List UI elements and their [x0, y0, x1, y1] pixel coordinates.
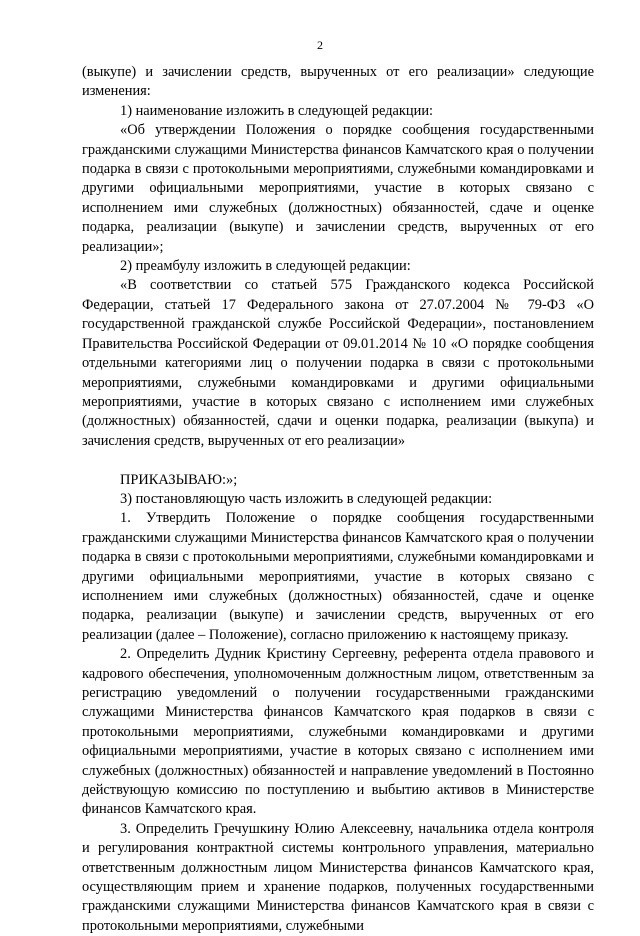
paragraph-clause-1: 1. Утвердить Положение о порядке сообщения государственными гражданскими служащими Министерства финансов Камчатского края о получении подарка в связи с протокольными мероприятиями, служебными командировками и другими официальными мероприятиями, участие в которых связано с исполнением ими служебных (должностных) обязанностей, сдаче и оценке подарка, реализации (выкупе) и зачислении средств, вырученных от его реализации (далее – Положение), согласно приложению к настоящему приказу. — [82, 510, 594, 643]
paragraph-new-title: «Об утверждении Положения о порядке сообщения государственными гражданскими служащими Министерства финансов Камчатского края о получении подарка в связи с протокольными мероприятиями, служебными командировками и другими официальными мероприятиями, участие в которых связано с исполнением ими служебных (должностных) обязанностей, сдаче и оценке подарка, реализации (выкупе) и зачислении средств, вырученных от его реализации»; — [82, 122, 594, 255]
paragraph-clause-3: 3. Определить Гречушкину Юлию Алексеевну, начальника отдела контроля и регулирования контрактной системы контрольного управления, материально ответственным должностным лицом Министерства финансов Камчатского края, осуществляющим прием и хранение подарков, полученных государственными гражданскими служащими Министерства финансов Камчатского края в связи с протокольными мероприятиями, служебными — [82, 820, 594, 934]
paragraph-item-2: 2) преамбулу изложить в следующей редакции: — [120, 258, 411, 275]
page-number: 2 — [317, 38, 323, 52]
paragraph-item-1: 1) наименование изложить в следующей редакции: — [120, 102, 434, 119]
paragraph-clause-2: 2. Определить Дудник Кристину Сергеевну, референта отдела правового и кадрового обеспечения, уполномоченным должностным лицом, ответственным за регистрацию уведомлений о получении государственными гражданскими служащими Министерства финансов Камчатского края подарков в связи с протокольными мероприятиями, служебными командировками и другими официальными мероприятиями, участие в которых связано с исполнением ими служебных (должностных) обязанностей и направление уведомлений в Постоянно действующую комиссию по поступлению и выбытию активов в Министерстве финансов Камчатского края. — [82, 646, 594, 818]
paragraph-order-word: ПРИКАЗЫВАЮ:»; — [120, 471, 238, 488]
paragraph-new-preamble: «В соответствии со статьей 575 Гражданского кодекса Российской Федерации, статьей 17 Федерального закона от 27.07.2004 № 79-ФЗ «О государственной гражданской службе Российской Федерации», постановлением Правительства Российской Федерации от 09.01.2014 № 10 «О порядке сообщения отдельными категориями лиц о получении подарка в связи с протокольными мероприятиями, служебными командировками и другими официальными мероприятиями, участие в которых связано с исполнением ими служебных (должностных) обязанностей, сдачи и оценки подарка, реализации (выкупа) и зачисления средств, вырученных от его реализации» — [82, 277, 594, 449]
document-body — [82, 63, 594, 936]
paragraph-item-3: 3) постановляющую часть изложить в следующей редакции: — [120, 490, 493, 507]
paragraph-intro-continuation: (выкупе) и зачислении средств, вырученных от его реализации» следующие изменения: — [82, 64, 594, 100]
